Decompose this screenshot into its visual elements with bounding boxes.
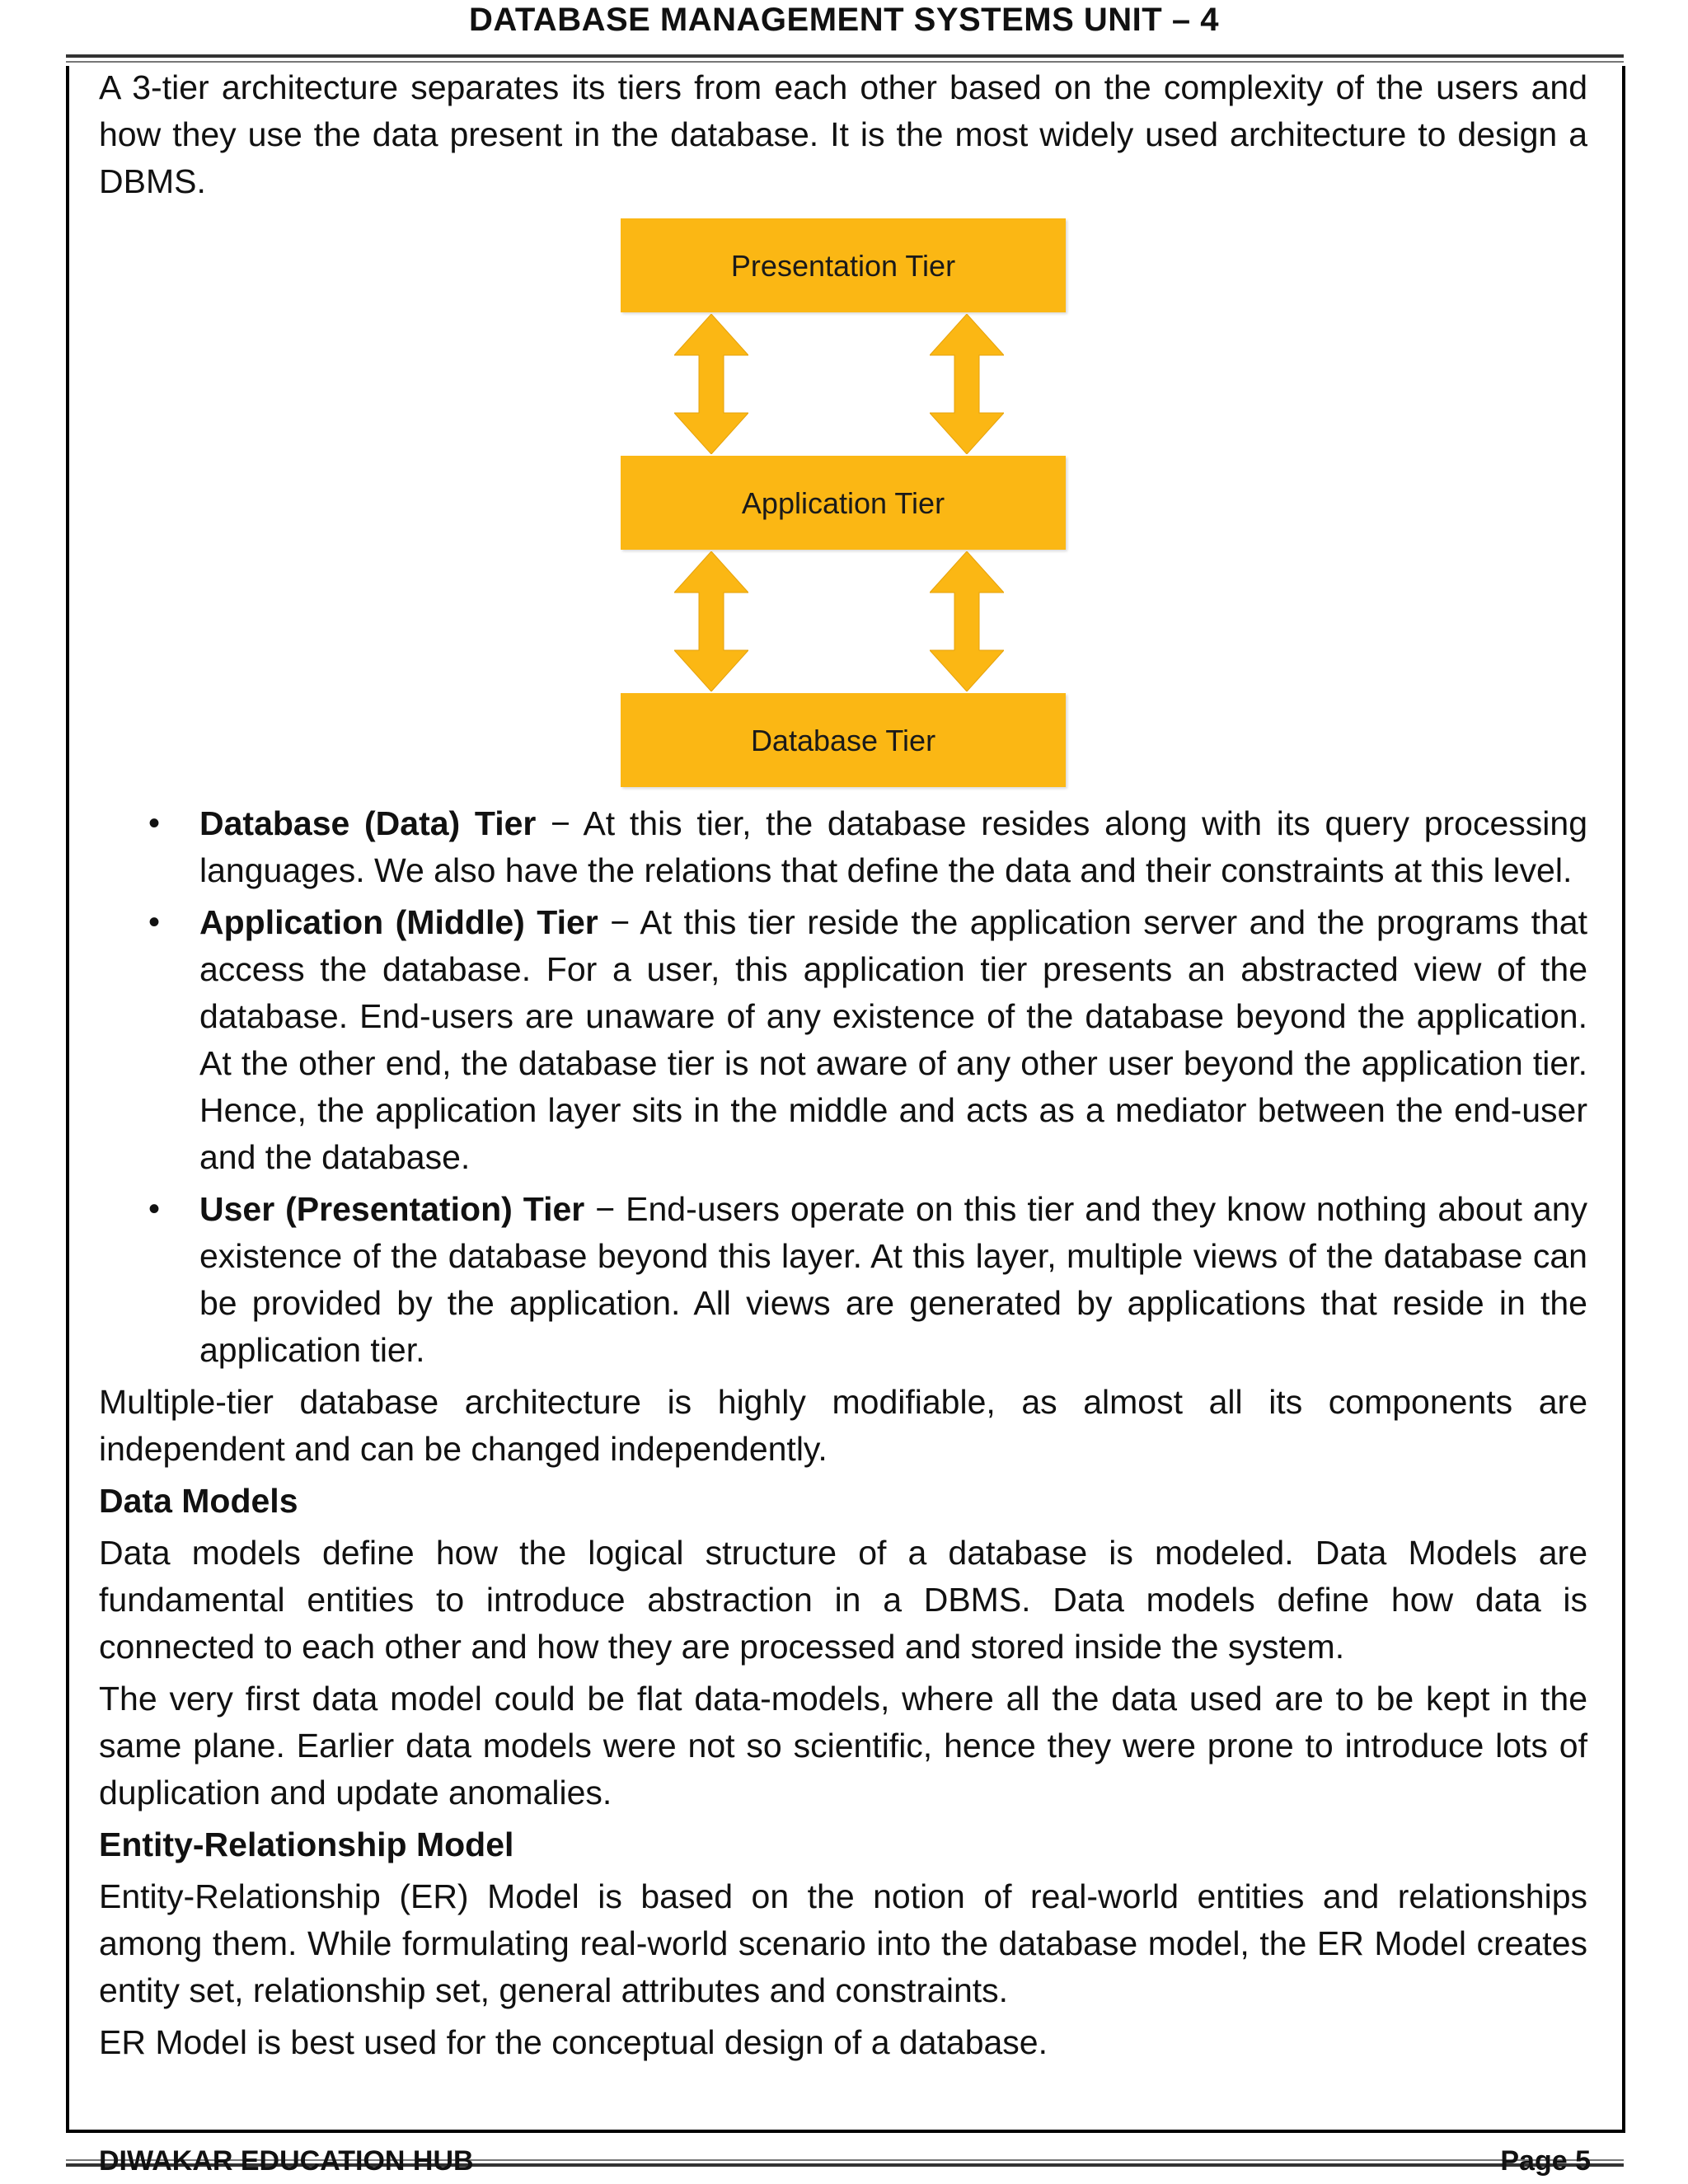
er-model-paragraph-2: ER Model is best used for the conceptual design of a database. <box>99 2023 1048 2061</box>
application-tier-box: Application Tier <box>621 456 1066 550</box>
three-tier-diagram <box>621 218 1066 787</box>
bullet-term: Application (Middle) Tier <box>199 903 598 941</box>
double-arrow-icon <box>930 551 1004 691</box>
er-model-heading: Entity-Relationship Model <box>99 1825 514 1863</box>
data-models-paragraph-2: The very first data model could be flat data-models, where all the data used are to be kept in the same plane. Earlier data models were not so scientific, hence they were prone to introduce lots of duplication and update anomalies. <box>99 1680 1587 1811</box>
data-models-heading: Data Models <box>99 1482 298 1520</box>
list-item <box>199 800 1587 894</box>
data-models-paragraph-1: Data models define how the logical structure of a database is modeled. Data Models are fundamental entities to introduce abstraction in a DBMS. Data models define how data is connected to each other and how they are processed and stored inside the system. <box>99 1534 1587 1666</box>
list-item <box>199 1186 1587 1374</box>
tier-bullet-list <box>99 800 1587 1374</box>
bullet-text: − At this tier reside the application server and the programs that access the database. For a user, this application tier presents an abstracted view of the database. End-users are unaware of any existence of the database beyond the application. At the other end, the database tier is not aware of any other user beyond the application tier. Hence, the application layer sits in the middle and acts as a mediator between the end-user and the database. <box>199 903 1587 1176</box>
list-item <box>199 899 1587 1181</box>
presentation-tier-box: Presentation Tier <box>621 218 1066 312</box>
page-content <box>99 64 1587 2071</box>
double-arrow-icon <box>930 314 1004 454</box>
double-arrow-icon <box>674 551 748 691</box>
multitier-paragraph: Multiple-tier database architecture is highly modifiable, as almost all its components are independent and can be changed independently. <box>99 1383 1587 1468</box>
header-rule-thick <box>66 54 1624 58</box>
double-arrow-icon <box>674 314 748 454</box>
database-tier-box: Database Tier <box>621 693 1066 787</box>
bullet-text: − At this tier, the database resides along with its query processing languages. We also have the relations that define the data and their constraints at this level. <box>199 804 1587 889</box>
intro-paragraph: A 3-tier architecture separates its tiers from each other based on the complexity of the users and how they use the data present in the database. It is the most widely used architecture to design a DBMS. <box>99 68 1587 200</box>
page-header-title: DATABASE MANAGEMENT SYSTEMS UNIT – 4 <box>469 2 1219 38</box>
er-model-paragraph-1: Entity-Relationship (ER) Model is based on the notion of real-world entities and relationships among them. While formulating real-world scenario into the database model, the ER Model creates entity set, relationship set, general attributes and constraints. <box>99 1877 1587 2009</box>
bullet-term: User (Presentation) Tier <box>199 1190 585 1228</box>
footer-publisher: DIWAKAR EDUCATION HUB <box>99 2145 474 2177</box>
bullet-text: − End-users operate on this tier and they know nothing about any existence of the database beyond this layer. At this layer, multiple views of the database can be provided by the application. All views are generated by applications that reside in the application tier. <box>199 1190 1588 1369</box>
header-rule-thin <box>66 61 1624 63</box>
footer-page-number: Page 5 <box>1500 2145 1591 2177</box>
bullet-term: Database (Data) Tier <box>199 804 537 842</box>
